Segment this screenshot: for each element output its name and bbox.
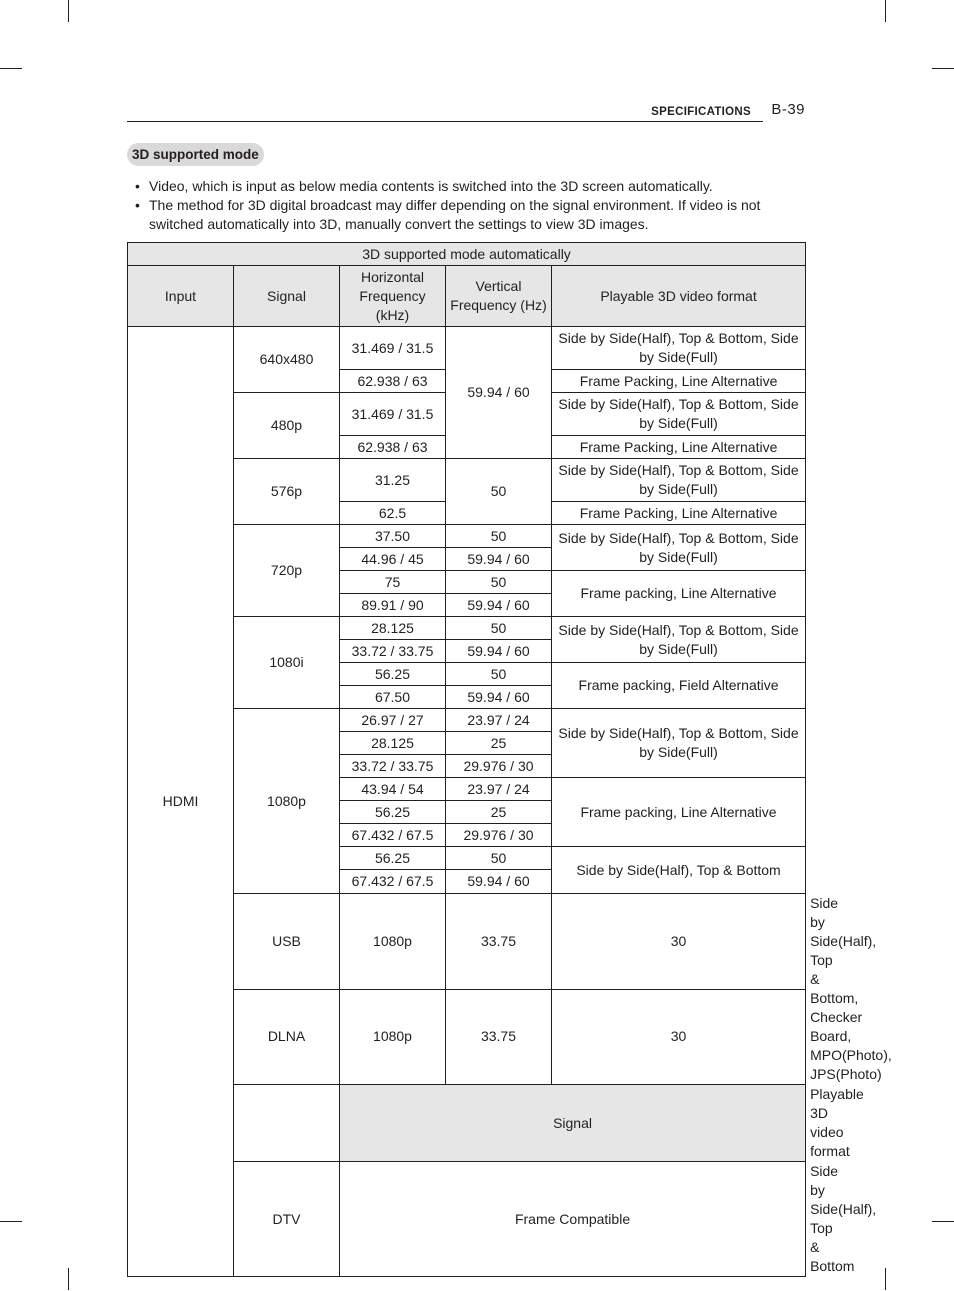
table-title: 3D supported mode automatically [128,243,806,266]
format-cell: Side by Side(Half), Top & Bottom, Side by Side(Full) [552,393,806,436]
col-header-hfreq: Horizontal Frequency (kHz) [340,266,446,327]
format-cell: Frame packing, Line Alternative [552,778,806,847]
hfreq-cell: 62.938 / 63 [340,436,446,459]
format-cell: Frame Packing, Line Alternative [552,436,806,459]
format-cell: Frame packing, Field Alternative [552,663,806,709]
vfreq-cell: 30 [552,989,806,1085]
spec-table: 3D supported mode automatically Input Signal Horizontal Frequency (kHz) Vertical Frequency (Hz) Playable 3D video format HDMI 640x480 31.469 / 31.5 59.94 / 60 Side by Side(Half), Top & Bottom, Side by Side(Full) 62.938 / 63 Frame Packing, Line Alternative 480p 31.469 / 31.5 Side by Side(Half), Top & Bottom, Side by Side(Full) 62.938 / 63 Frame Packing, Line Alternative 576p 31.25 50 Side by Side(Half), Top & Bottom, Side by Side(Full) 62.5 Frame Packing, Line Alternative 720p 37.50 50 Side by Side(Half), Top & Bottom, Side by Side(Full) 44.96 / 45 59.94 / 60 75 50 Frame packing, Line Alternative 89.91 / 90 59.94 / 60 1080i 28.125 50 Side by Side(Half), Top & Bottom, Side by Side(Full) 33.72 / 33.75 59.94 / 60 56.25 50 Frame packing, Field Alternative 67.50 59.94 / 60 1080p 26.97 / 27 23.97 / 24 Side by Side(Half), Top & Bottom, Side by Side(Full) 28.125 25 33.72 / 33.75 29.976 / 30 43.94 / 54 23.97 / 24 Frame packing, Line Alternative 56.25 25 67.432 / 67.5 29.976 / 30 56.25 50 Side by Side(Half), Top & Bottom 67.432 / 67.5 59.94 / 60 USB 1080p 33.75 30 Side by Side(Half), Top & Bottom, Checker Board, MPO(Photo), JPS(Photo) DLNA 1080p 33.75 30 Signal Playable 3D video format DTV Frame Compatible Side by Side(Half), Top & Bottom [127,242,806,1277]
signal-cell: 576p [234,459,340,525]
crop-mark [885,0,886,22]
crop-mark [68,0,69,22]
input-usb: USB [234,894,340,990]
col-header-input: Input [128,266,234,327]
hfreq-cell: 62.938 / 63 [340,370,446,393]
vfreq-cell: 25 [446,732,552,755]
bullet-item: • Video, which is input as below media contents is switched into the 3D screen automatically. [135,178,713,194]
bullet-dot: • [135,197,140,213]
signal-cell: 1080p [340,989,446,1085]
vfreq-cell: 23.97 / 24 [446,709,552,732]
vfreq-cell: 50 [446,663,552,686]
format-cell: Side by Side(Half), Top & Bottom, Side by Side(Full) [552,617,806,663]
format-cell: Frame Packing, Line Alternative [552,370,806,393]
hfreq-cell: 33.75 [446,989,552,1085]
vfreq-cell: 59.94 / 60 [446,594,552,617]
format-cell: Side by Side(Half), Top & Bottom [552,847,806,894]
hfreq-cell: 33.72 / 33.75 [340,640,446,663]
hfreq-cell: 75 [340,571,446,594]
vfreq-cell: 59.94 / 60 [446,640,552,663]
hfreq-cell: 33.75 [446,894,552,990]
hfreq-cell: 67.432 / 67.5 [340,870,446,894]
signal-cell: Frame Compatible [340,1162,806,1277]
crop-mark [0,1221,22,1222]
crop-mark [0,68,22,69]
format-cell: Side by Side(Half), Top & Bottom, Side by Side(Full) [552,709,806,778]
bullet-item: • The method for 3D digital broadcast may differ depending on the signal environment. If video is not switched automatically into 3D, manually convert the settings to view 3D images. [135,197,761,232]
section-title: 3D supported mode [127,143,264,166]
vfreq-cell: 50 [446,525,552,548]
vfreq-cell: 30 [552,894,806,990]
input-dlna: DLNA [234,989,340,1085]
crop-mark [932,68,954,69]
section-label: SPECIFICATIONS [651,106,751,118]
hfreq-cell: 67.50 [340,686,446,709]
format-cell: Frame packing, Line Alternative [552,571,806,617]
vfreq-cell: 50 [446,571,552,594]
crop-mark [68,1268,69,1290]
empty-cell [234,1085,340,1162]
vfreq-cell: 59.94 / 60 [446,686,552,709]
dtv-col-header-signal: Signal [340,1085,806,1162]
hfreq-cell: 26.97 / 27 [340,709,446,732]
vfreq-cell: 25 [446,801,552,824]
hfreq-cell: 33.72 / 33.75 [340,755,446,778]
crop-mark [932,1221,954,1222]
col-header-format: Playable 3D video format [552,266,806,327]
vfreq-cell: 29.976 / 30 [446,824,552,847]
vfreq-cell: 59.94 / 60 [446,327,552,459]
hfreq-cell: 43.94 / 54 [340,778,446,801]
col-header-vfreq: Vertical Frequency (Hz) [446,266,552,327]
col-header-signal: Signal [234,266,340,327]
signal-cell: 480p [234,393,340,459]
hfreq-cell: 28.125 [340,732,446,755]
vfreq-cell: 50 [446,847,552,870]
signal-cell: 720p [234,525,340,617]
vfreq-cell: 50 [446,617,552,640]
hfreq-cell: 56.25 [340,801,446,824]
vfreq-cell: 29.976 / 30 [446,755,552,778]
signal-cell: 1080i [234,617,340,709]
hfreq-cell: 67.432 / 67.5 [340,824,446,847]
hfreq-cell: 28.125 [340,617,446,640]
vfreq-cell: 59.94 / 60 [446,870,552,894]
hfreq-cell: 89.91 / 90 [340,594,446,617]
header-rule [127,121,763,122]
signal-cell: 1080p [234,709,340,894]
vfreq-cell: 50 [446,459,552,525]
format-cell: Side by Side(Half), Top & Bottom, Side by Side(Full) [552,459,806,502]
format-cell: Side by Side(Half), Top & Bottom, Side by Side(Full) [552,525,806,571]
page-number: B-39 [771,101,805,118]
input-dtv: DTV [234,1162,340,1277]
vfreq-cell: 23.97 / 24 [446,778,552,801]
hfreq-cell: 31.469 / 31.5 [340,393,446,436]
bullet-dot: • [135,178,140,194]
hfreq-cell: 44.96 / 45 [340,548,446,571]
hfreq-cell: 56.25 [340,847,446,870]
format-cell: Side by Side(Half), Top & Bottom, Side by Side(Full) [552,327,806,370]
vfreq-cell: 59.94 / 60 [446,548,552,571]
hfreq-cell: 37.50 [340,525,446,548]
hfreq-cell: 56.25 [340,663,446,686]
crop-mark [885,1268,886,1290]
input-hdmi: HDMI [128,327,234,1277]
hfreq-cell: 31.469 / 31.5 [340,327,446,370]
hfreq-cell: 62.5 [340,502,446,525]
signal-cell: 1080p [340,894,446,990]
signal-cell: 640x480 [234,327,340,393]
page-header [127,102,805,122]
format-cell: Frame Packing, Line Alternative [552,502,806,525]
bullet-list [135,177,805,234]
hfreq-cell: 31.25 [340,459,446,502]
